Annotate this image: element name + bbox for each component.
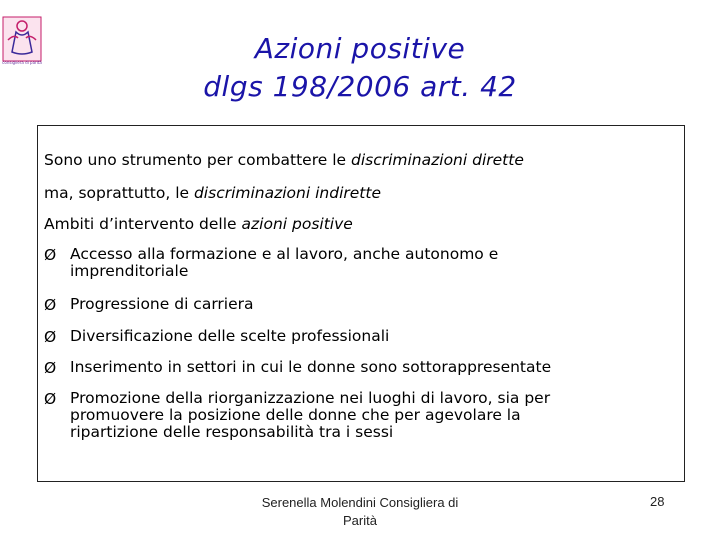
bullet-text: ripartizione delle responsabilità tra i sessi <box>70 423 394 441</box>
footer-line1: Serenella Molendini Consigliera di <box>261 495 459 510</box>
bullet-text: Promozione della riorganizzazione nei luoghi di lavoro, sia per <box>70 389 551 407</box>
bullet-text: Diversificazione delle scelte professionali <box>70 327 390 345</box>
paragraph-1 <box>44 151 524 169</box>
bullet-arrow-icon: Ø <box>44 328 57 346</box>
footer-author <box>240 494 480 530</box>
footer-line2: Parità <box>343 513 377 528</box>
bullet-text: promuovere la posizione delle donne che per agevolare la <box>70 406 521 424</box>
bullet-arrow-icon: Ø <box>44 390 57 408</box>
bullet-arrow-icon: Ø <box>44 246 57 264</box>
paragraph-1-emphasis: discriminazioni dirette <box>350 151 524 169</box>
bullet-arrow-icon: Ø <box>44 359 57 377</box>
paragraph-2-text: ma, soprattutto, le <box>44 184 194 202</box>
page-number: 28 <box>650 494 665 509</box>
slide-title-line2: dlgs 198/2006 art. 42 <box>203 70 517 103</box>
paragraph-2 <box>44 184 381 202</box>
bullet-text: Progressione di carriera <box>70 295 254 313</box>
paragraph-3 <box>44 215 353 233</box>
slide-title-line1: Azioni positive <box>254 32 466 65</box>
paragraph-3-text: Ambiti d’intervento delle <box>44 215 242 233</box>
bullet-text: Accesso alla formazione e al lavoro, anche autonomo e <box>70 245 499 263</box>
bullet-arrow-icon: Ø <box>44 296 57 314</box>
logo-caption: consigliera di parità <box>2 60 42 65</box>
paragraph-2-emphasis: discriminazioni indirette <box>193 184 381 202</box>
paragraph-1-text: Sono uno strumento per combattere le <box>44 151 351 169</box>
bullet-text: imprenditoriale <box>70 262 189 280</box>
paragraph-3-emphasis: azioni positive <box>241 215 353 233</box>
bullet-text: Inserimento in settori in cui le donne sono sottorappresentate <box>70 358 552 376</box>
